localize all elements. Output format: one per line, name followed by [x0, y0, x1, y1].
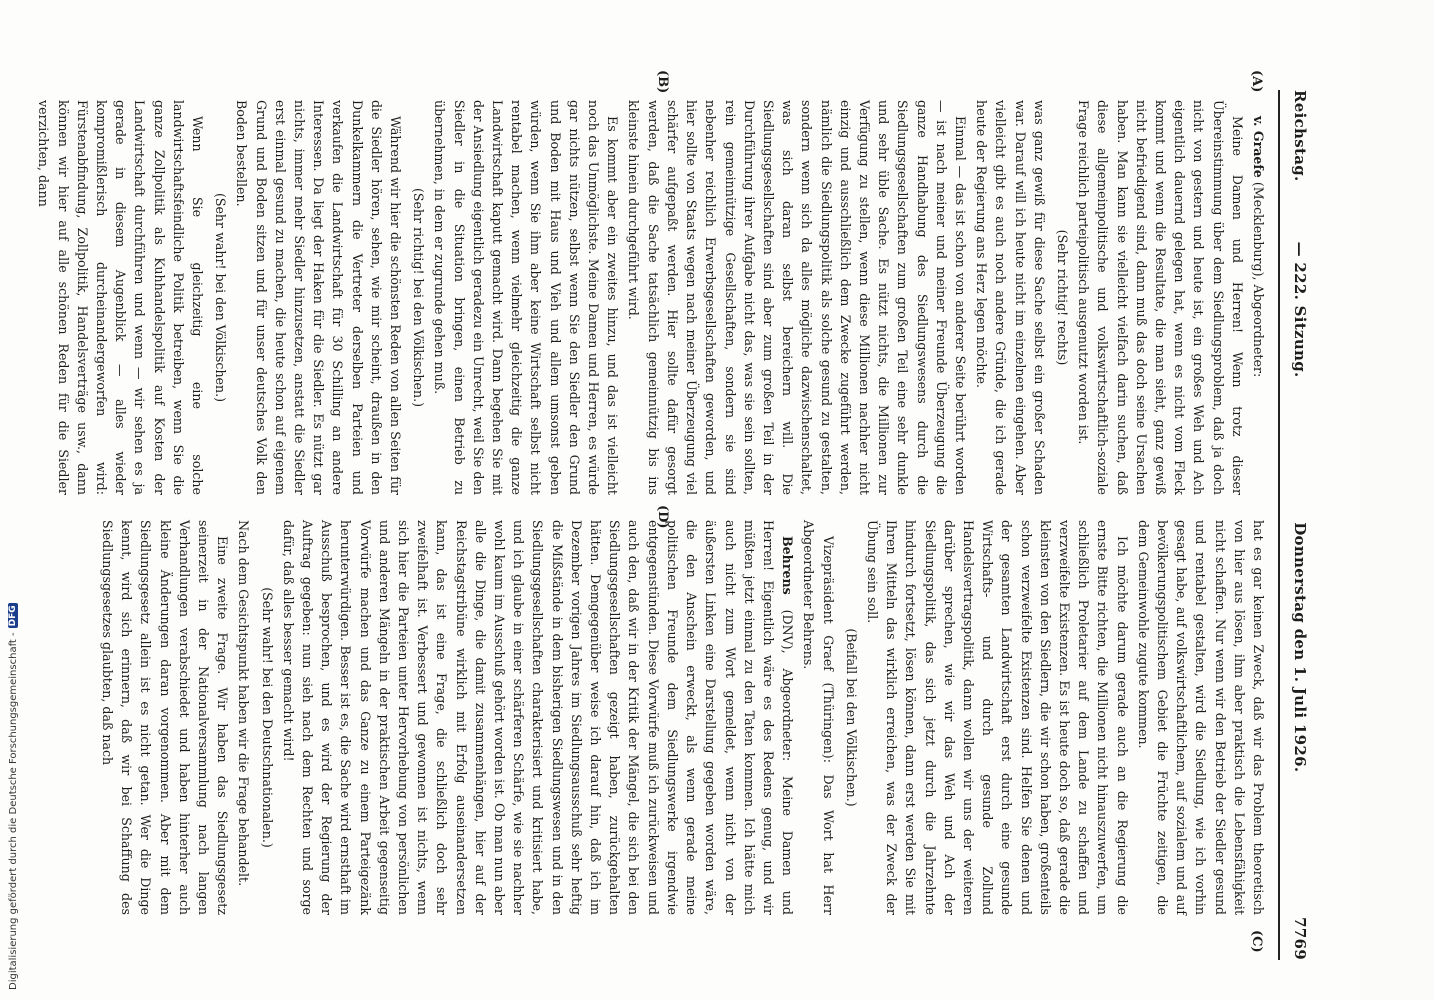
paragraph: hat es gar keinen Zweck, daß wir das Problem theoretisch von hier aus lösen, ihm aber praktisch die Lebensfähigkeit nicht schaffen. Nur wenn wir den Betrieb der Siedler gesund und rentabel gestalten, wird die Siedlung, wie ich vorhin gesagt habe, auf volkswirtschaftlichem, auf sozialem und auf bevölkerungspolitischem Gebiet die Früchte zeitigen, die dem Gemeinwohle zugute kommen.: [1135, 520, 1266, 915]
paragraph: Wenn Sie gleichzeitig eine solche landwirtschaftsfeindliche Politik betreiben, wenn Sie die ganze Zollpolitik als Kuhhandelspolitik auf Kosten der Landwirtschaft durchführen und wenn — wir sehen es ja gerade in diesem Augenblick — alles wieder kompromißlerisch durcheinandergeworfen wird: Fürstenabfindung, Zollpolitik, Handelsverträge usw., dann können wir hier auf alle schönen Reden für die Siedler verzichten, dann: [36, 100, 206, 495]
speech-text: (DNV), Abgeordneter: Meine Damen und Herren! Eigentlich wäre es des Redens genug, und wir müßten jetzt einmal zu den Taten kommen. Ich hätte mich auch nicht zum Wort gemeldet, wenn nicht von der äußersten Linken eine Darstellung gegeben worden wäre, die den Anschein erweckt, als wenn gerade meine politischen Freunde dem Siedlungswerke irgendwie entgegenstünden. Diese Vorwürfe muß ich zurückweisen und auch den, daß wir in der Kritik der Mängel, die sich bei den Siedlungsgesellschaften gezeigt haben, zurückgehalten hätten. Demgegenüber weise ich darauf hin, daß ich im Dezember vorigen Jahres im Siedlungsausschuß sehr heftig die Mißstände in dem bisherigen Siedlungswesen und in den Siedlungsgesellschaften charakterisiert und kritisiert habe, und ich glaube in einer schärferen Schärfe, wie sie nachher wohl kaum im Ausschuß gehört worden ist. Ob man nun aber alle die Dinge, die damit zusammenhängen, hier auf der Reichstagstribüne wirklich mit Erfolg auseinandersetzen kann, das ist eine Frage, die schließlich doch sehr zweifelhaft ist. Verbessert und gewonnen ist nichts, wenn sich hier die Parteien unter Hervorhebung von persönlichen und anderen Mängeln in der praktischen Arbeit gegenseitig Vorwürfe machen und das Ganze zu einem Parteigezänk herunterwürdigen. Besser ist es, die Sache wird ernsthaft im Ausschuß besprochen, und es wird der Regierung der Auftrag gegeben: nun sieh nach dem Rechten und sorge dafür, daß alles besser gemacht wird!: [280, 520, 796, 915]
paragraph: Ich möchte darum gerade auch an die Regierung die ernste Bitte richten, die Millionen nicht hinauszuwerfen, um schließlich Proletarier auf dem Lande zu schaffen und verzweifelte Existenzen. Es ist heute doch so, daß gerade die kleinsten von den Siedlern, die wir schon haben, großenteils schon verzweifelte Existenzen sind. Helfen Sie denen und der gesamten Landwirtschaft erst durch eine gesunde Wirtschafts- und durch gesunde Zollund Handelsvertragspolitik, dann wollen wir uns der weiteren darüber sprechen, wie wir das Weh und Ach der Siedlungspolitik, das sich jetzt durch die Jahrzehnte hindurch fortsetzt, lösen können, dann erst werden Sie mit Ihren Mitteln das wirklich erreichen, was der Zweck der Übung sein soll.: [864, 520, 1130, 915]
interjection: (Sehr wahr! bei den Deutschnationalen.): [259, 587, 275, 848]
paragraph: Einmal — das ist schon von anderer Seite berührt worden — ist nach meiner und meiner Freunde Überzeugung die ganze Handhabung des Siedlungswesens durch die Siedlungsgesellschaften zum großen Teil eine sehr dunkle und sehr üble Sache. Es nützt nichts, die Millionen zur Verfügung zu stellen, wenn diese Millionen nachher nicht einzig und ausschließlich dem Zwecke zugeführt werden, nämlich die Siedlungspolitik als solche gesund zu gestalten, sondern wenn sich da alles mögliche dazwischenschaltet, was sich daran selbst bereichern will. Die Siedlungsgesellschaften sind aber zum großen Teil in der Durchführung ihrer Aufgabe nicht das, was sie sein sollten, rein gemeinnützige Gesellschaften, sondern sie sind nebenher reichlich Erwerbsgesellschaften geworden, und hier sollte von Staats wegen nach meiner Überzeugung viel schärfer aufgepaßt werden. Hier sollte dafür gesorgt werden, daß die Sache tatsächlich gemeinnützig bis ins kleinste hinein durchgeführt wird.: [626, 100, 968, 495]
paragraph: was ganz gewiß für diese Sache selbst ein großer Schaden war. Darauf will ich heute nicht im einzelnen eingehen. Aber vielleicht gibt es auch noch andere Gründe, die ich gerade heute der Regierung ans Herz legen möchte.: [974, 100, 1047, 495]
session-date: Donnerstag den 1. Juli 1926.: [1291, 522, 1309, 773]
speaker-name: Behrens: [780, 536, 796, 595]
interjection: (Sehr wahr! bei den Völkischen.): [213, 192, 229, 403]
page-number: 7769: [1291, 917, 1309, 960]
paragraph: Vizepräsident Graef (Thüringen): Das Wort hat Herr Abgeordneter Behrens.: [801, 520, 836, 915]
paragraph: Eine zweite Frage. Wir haben das Siedlungsgesetz seinerzeit in der Nationalversammlung nach langen Verhandlungen verabschiedet und haben hinterher auch kleine Änderungen daran vorgenommen. Aber mit dem Siedlungsgesetz allein ist es nicht getan. Wer die Dinge kennt, wird sich erinnern, daß wir bei Schaffung des Siedlungsgesetzes glaubten, daß nach: [100, 520, 231, 915]
interjection: (Sehr richtig! rechts): [1054, 229, 1070, 366]
paragraph: [279, 520, 797, 915]
interjection: (Beifall bei den Völkischen.): [843, 628, 859, 807]
header-rule: [1278, 90, 1280, 960]
margin-marker-a: (A): [1249, 70, 1264, 93]
paragraph: Meine Damen und Herren! Wenn trotz dieser Übereinstimmung über dem Siedlungsproblem, daß ja doch nicht von gestern und heute ist, ein großes Weh und Ach eigentlich dauernd gelegen hat, wenn es nicht vom Fleck kommt und wenn die Resultate, die man sieht, ganz gewiß nicht befriedigend sind, dann muß das doch seine Ursachen haben. Man kann sie vielleicht vielfach darin suchen, daß diese allgemeinpolitische und volkswirtschaftlich-soziale Frage reichlich parteipolitisch ausgenutzt worden ist.: [1076, 100, 1245, 495]
interjection: (Sehr richtig! bei den Völkischen.): [411, 187, 427, 408]
digitization-credit: [6, 605, 20, 990]
session-label: — 222. Sitzung.: [1291, 241, 1309, 378]
paragraph: [1249, 100, 1268, 495]
page-header: [1280, 90, 1320, 960]
left-text-column: [30, 100, 1268, 495]
publication-title: Reichstag.: [1291, 90, 1309, 182]
speech-text: (Mecklenburg), Abgeordneter:: [1251, 177, 1266, 378]
margin-marker-c: (C): [1249, 930, 1264, 953]
credit-text: Digitalisierung gefördert durch die Deutsche Forschungsgemeinschaft -: [7, 632, 19, 990]
paragraph: Während wir hier die schönsten Reden von allen Seiten für die Siedler hören, sehen, wie mir scheint, draußen in den Dunkelkammern die Vertreter derselben Parteien und verkaufen die Landwirtschaft für 30 Schilling an andere Interessen. Da liegt der Haken für die Siedler. Es nützt gar nichts, immer mehr Siedler hinzusetzen, anstatt die Siedler erst einmal gesund zu machen, die heute schon auf eigenem Grund und Boden sitzen und für unser deutsches Volk den Boden bestellen.: [234, 100, 404, 495]
paragraph: Nach dem Gesichtspunkt haben wir die Frage behandelt.: [236, 520, 252, 887]
paragraph: Es kommt aber ein zweites hinzu, und das ist vielleicht noch das Unmöglichste. Meine Damen und Herren, es würde gar nichts nützen, selbst wenn Sie den Siedler den Grund und Boden mit Haus und Vieh und allem umsonst geben würden, wenn Sie ihm aber keine Wirtschaft selbst nicht rentabel machen, wenn vielmehr gleichzeitig die ganze Landwirtschaft kaputt gemacht wird. Dann begehen Sie mit der Ansiedlung eigentlich geradezu ein Unrecht, weil Sie den Siedler in die Situation bringen, einen Betrieb zu übernehmen, in dem er zugrunde gehen muß.: [432, 100, 621, 495]
right-text-column: [30, 520, 1268, 915]
speaker-name: v. Graefe: [1251, 116, 1266, 178]
margin-marker-d: (D): [655, 505, 670, 529]
dfg-logo: DFG: [8, 605, 18, 627]
margin-marker-b: (B): [655, 70, 670, 94]
